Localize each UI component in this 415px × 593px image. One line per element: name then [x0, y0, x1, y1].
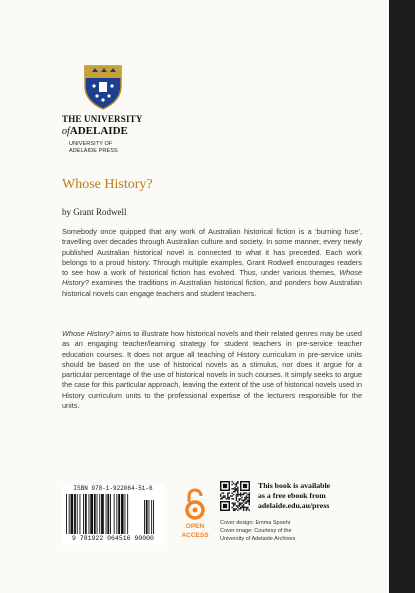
credit-image-line1: Cover image: Courtesy of the	[220, 528, 292, 534]
free-ebook-line1: This book is available	[258, 481, 331, 490]
book-author: by Grant Rodwell	[62, 207, 127, 217]
blurb-p1-end: examines the traditions in Australian historical fiction, and ponders how Australian historical novels can engage teachers and student teachers.	[62, 278, 362, 298]
blurb-p2-text: aims to illustrate how historical novels and their related genres may be used as an engaging teacher/learning strategy for student teachers in pre-service teacher education courses. It does not argue all teaching of History curriculum in pre-service units should be based on the use of historical novels as a stimulus, nor does it argue for a particular percentage of the use of historical novels in such courses. It simply seeks to argue the case for this particular approach, leaving the extent of the use of historical novels used in History curriculum units to the professional expertise of the lecturers responsible for the units.	[62, 329, 362, 411]
cover-credits	[220, 519, 370, 543]
credit-design: Cover design: Emma Spoehr	[220, 520, 291, 526]
barcode-icon	[66, 494, 162, 534]
university-name-line1: THE UNIVERSITY	[62, 114, 143, 124]
blurb-paragraph-1	[62, 227, 362, 299]
book-spine	[389, 0, 415, 593]
open-access-line1: OPEN	[185, 523, 205, 530]
university-crest-icon	[82, 64, 124, 110]
press-name-line1: UNIVERSITY OF	[69, 141, 113, 147]
free-ebook-url: adelaide.edu.au/press	[258, 500, 330, 510]
blurb-p1-title: Whose History?	[62, 268, 362, 288]
university-name-line2	[62, 125, 128, 137]
blurb-p2-title: Whose History?	[62, 329, 114, 338]
publisher-logo	[62, 64, 143, 154]
free-ebook-notice	[258, 481, 378, 510]
isbn-text: ISBN 978-1-922064-51-6	[73, 485, 153, 492]
open-access-lock-icon	[184, 488, 206, 520]
blurb-paragraph-2	[62, 329, 362, 411]
open-access-line2: ACCESS	[181, 532, 209, 539]
book-title: Whose History?	[62, 177, 153, 192]
ean-digits	[62, 535, 164, 542]
ean-number: 9 781922 064516	[72, 535, 131, 542]
credit-image-line2: University of Adelaide Archives	[220, 536, 296, 542]
free-ebook-line2: as a free ebook from	[258, 490, 326, 500]
ean-addon: 90000	[134, 535, 154, 542]
qr-code-icon	[220, 481, 250, 511]
university-name-adelaide: ADELAIDE	[69, 125, 128, 137]
isbn-barcode	[62, 485, 164, 545]
open-access-logo	[178, 488, 214, 539]
press-name-line2: ADELAIDE PRESS	[69, 148, 118, 154]
blurb-p1-start: Somebody once quipped that any work of Australian historical fiction is a ‘burning fuse’, travelling over decades through Australian culture and society. In some manner, every newly published Australian historical novel is connected to what it has preceded. Each work belongs to a proud history. Through multiple examples, Grant Rodwell encourages readers to see how a work of historical fiction has evolved. Thus, under various themes,	[62, 227, 362, 278]
university-name-of: of	[62, 126, 70, 137]
